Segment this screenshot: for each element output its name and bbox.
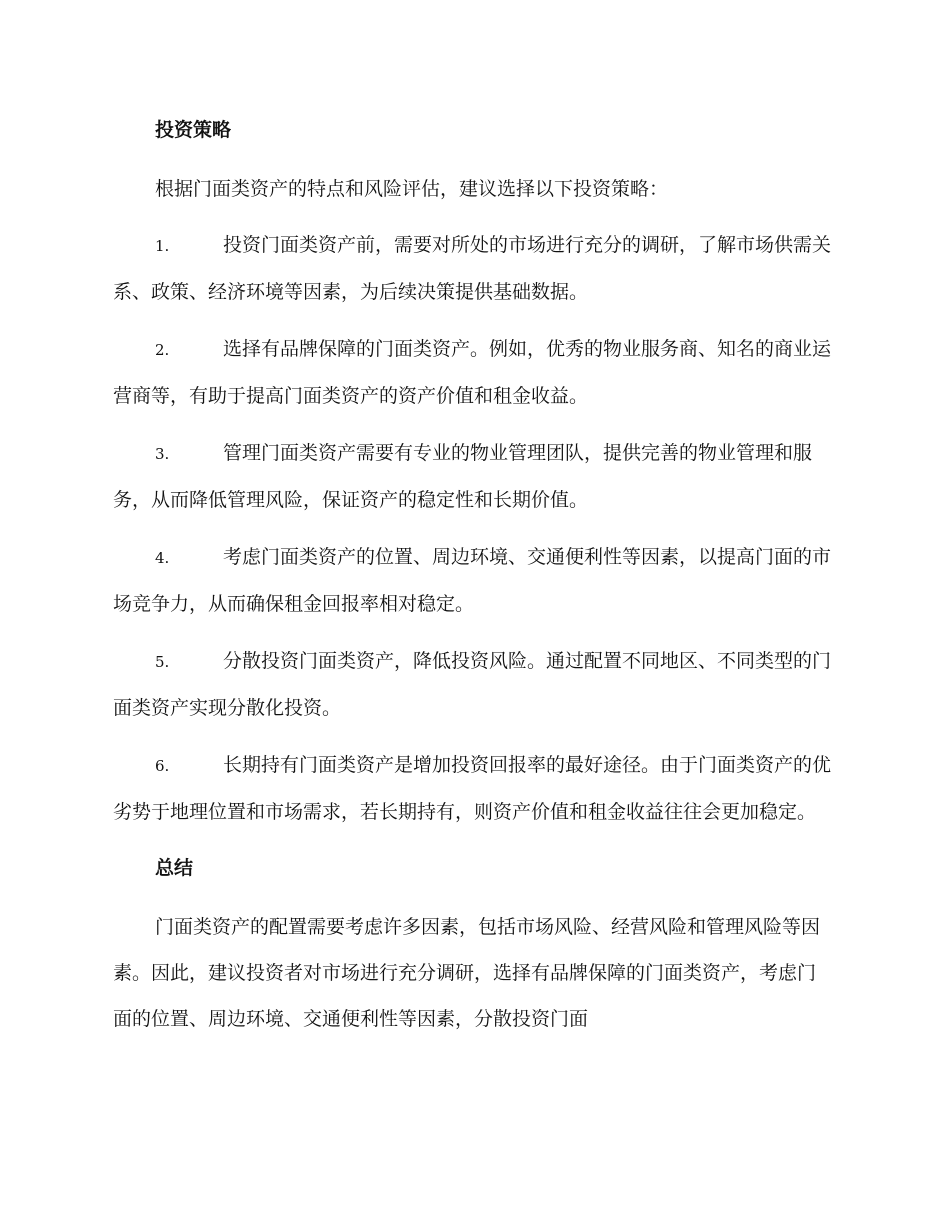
section-heading-summary: 总结 (155, 857, 194, 879)
list-item-number: 6. (155, 757, 170, 775)
section-heading-strategy: 投资策略 (155, 119, 232, 141)
list-item-text: 投资门面类资产前，需要对所处的市场进行充分的调研，了解市场供需关系、政策、经济环境等因素，为后续决策提供基础数据。 (113, 234, 832, 303)
list-item-number: 4. (155, 549, 170, 567)
list-item-text: 管理门面类资产需要有专业的物业管理团队，提供完善的物业管理和服务，从而降低管理风险，保证资产的稳定性和长期价值。 (113, 442, 813, 511)
list-item (113, 534, 833, 627)
list-item-number: 2. (155, 341, 170, 359)
list-item (113, 326, 833, 419)
list-item (113, 430, 833, 523)
list-item-text: 长期持有门面类资产是增加投资回报率的最好途径。由于门面类资产的优劣势于地理位置和市场需求，若长期持有，则资产价值和租金收益往往会更加稳定。 (113, 754, 832, 823)
list-item (113, 638, 833, 731)
list-item-text: 分散投资门面类资产，降低投资风险。通过配置不同地区、不同类型的门面类资产实现分散化投资。 (113, 650, 832, 719)
list-item (113, 742, 833, 835)
strategy-intro-paragraph: 根据门面类资产的特点和风险评估，建议选择以下投资策略： (155, 178, 669, 200)
list-item-number: 5. (155, 653, 170, 671)
list-item-text: 考虑门面类资产的位置、周边环境、交通便利性等因素，以提高门面的市场竞争力，从而确保租金回报率相对稳定。 (113, 546, 832, 615)
list-item-text: 选择有品牌保障的门面类资产。例如，优秀的物业服务商、知名的商业运营商等，有助于提高门面类资产的资产价值和租金收益。 (113, 338, 832, 407)
list-item (113, 222, 833, 315)
list-item-number: 3. (155, 445, 170, 463)
list-item-number: 1. (155, 237, 170, 255)
summary-paragraph: 门面类资产的配置需要考虑许多因素，包括市场风险、经营风险和管理风险等因素。因此，建议投资者对市场进行充分调研，选择有品牌保障的门面类资产，考虑门面的位置、周边环境、交通便利性等因素，分散投资门面 (113, 916, 821, 1030)
document-body (113, 108, 833, 1052)
